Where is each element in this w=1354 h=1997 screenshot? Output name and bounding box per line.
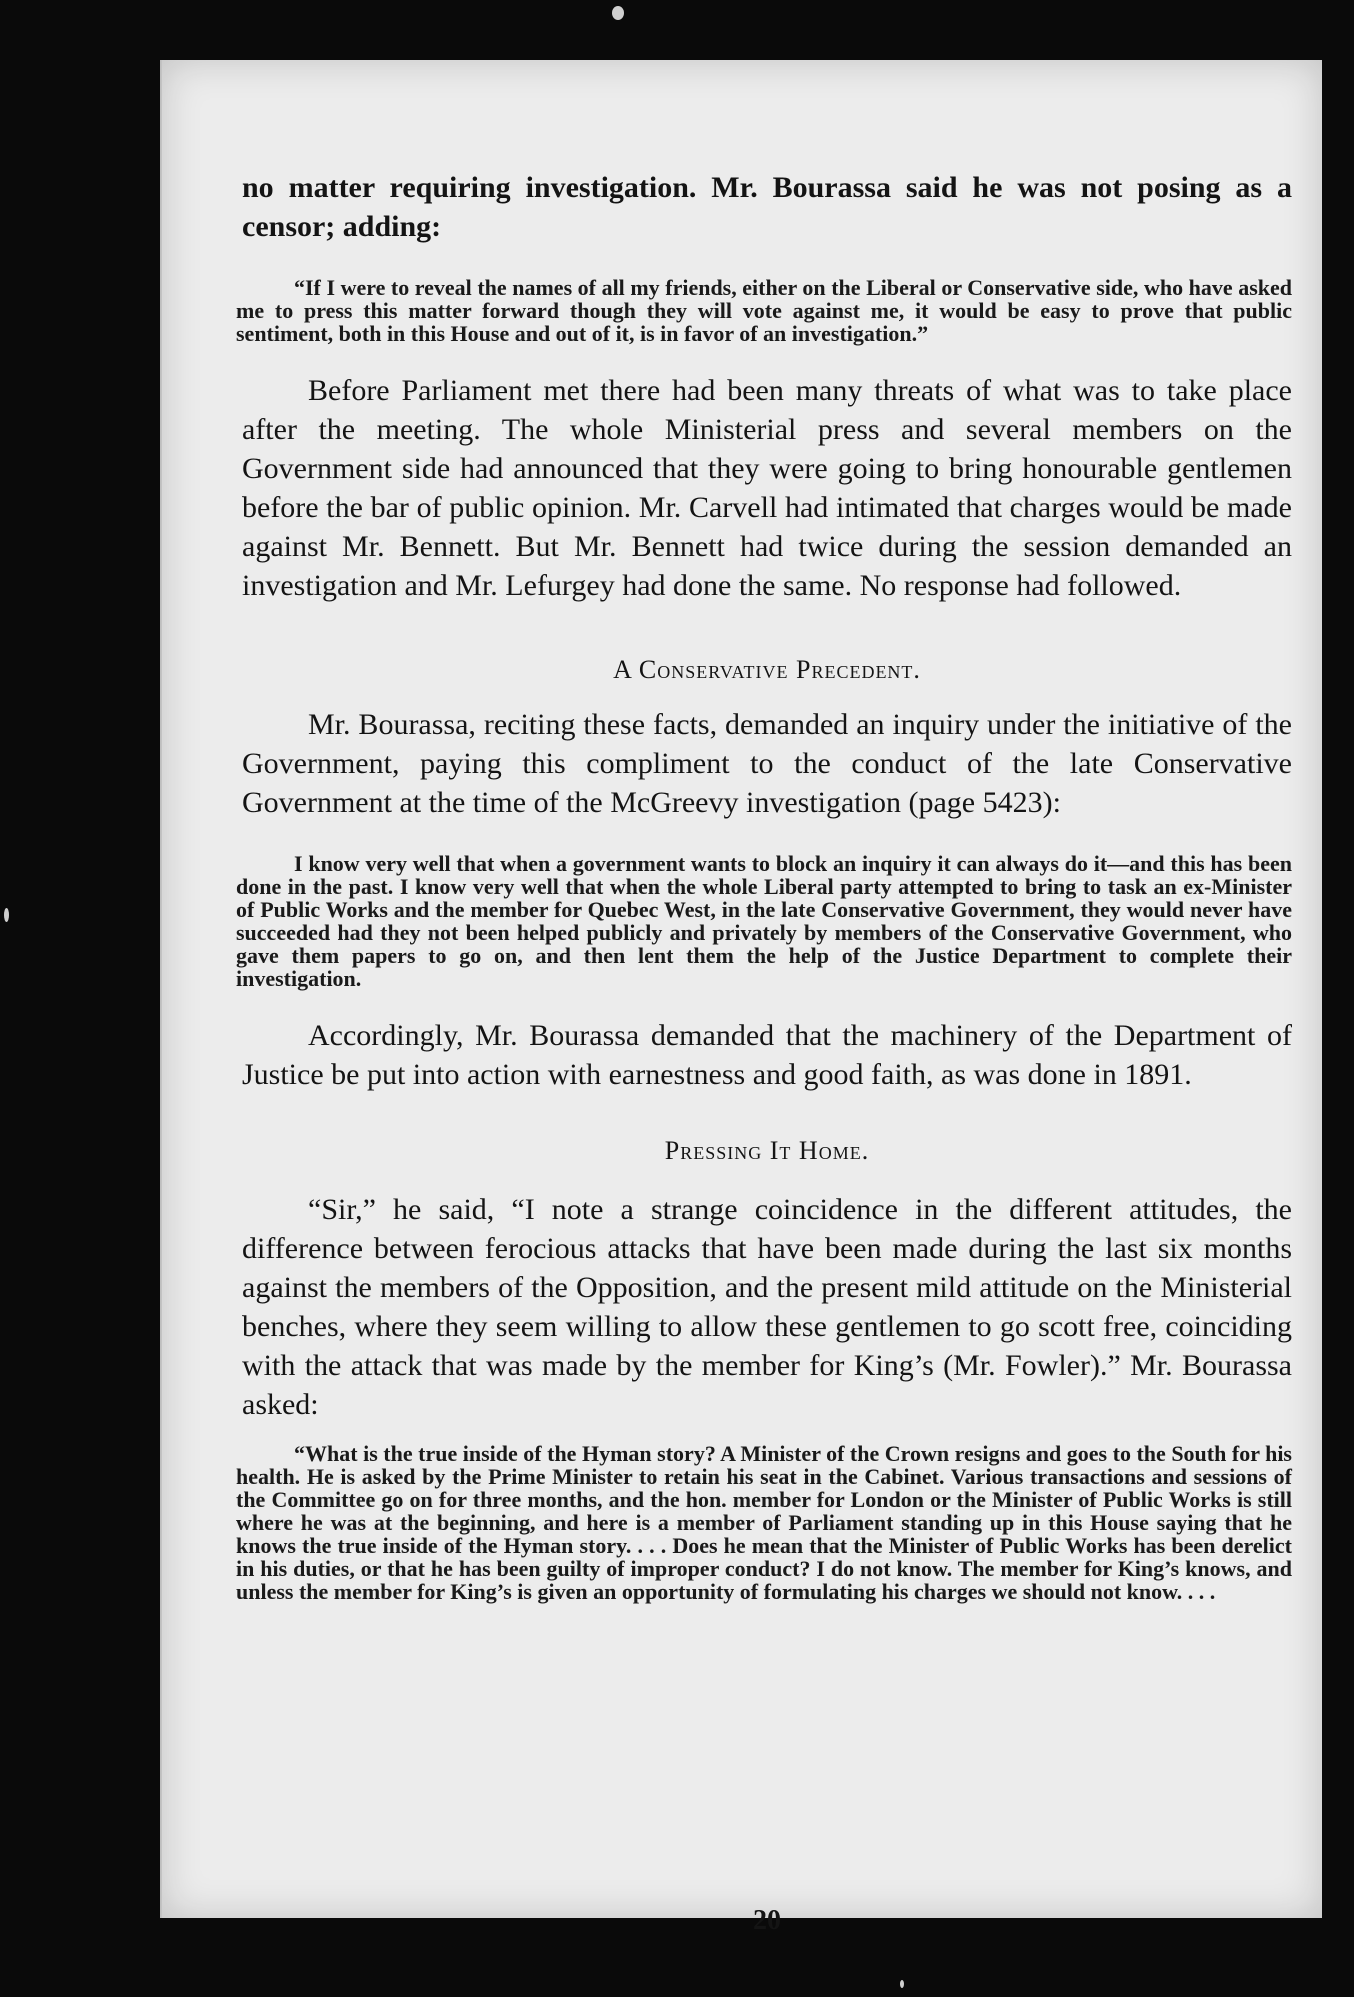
paragraph-department-justice: Accordingly, Mr. Bourassa demanded that the machinery of the Department of Justice be put into action with earnestness and good faith, as was done in 1891. [242, 1019, 1292, 1091]
scan-speck [612, 6, 624, 20]
document-page [162, 60, 1322, 1936]
heading-pressing-it-home: Pressing It Home. [664, 1136, 870, 1165]
quotation-hyman-story: “What is the true inside of the Hyman story? A Minister of the Crown resigns and goes to the South for his health. He is asked by the Prime Minister to retain his seat in the Cabinet. Various transactions and sessions of the Committee go on for three months, and the hon. member for London or the Minister of Public Works is still where he was at the beginning, and here is a member of Parliament standing up in this House saying that he knows the true inside of the Hyman story. . . . Does he mean that the Minister of Public Works has been derelict in his duties, or that he has been guilty of improper conduct? I do not know. The member for King’s knows, and unless the member for King’s is given an opportunity of formulating his charges we should not know. . . . [236, 1441, 1292, 1604]
scan-speck [900, 1980, 904, 1988]
quotation-block-inquiry: I know very well that when a government wants to block an inquiry it can always do it—and this has been done in the past. I know very well that when the whole Liberal party attempted to bring to task an ex-Minister of Public Works and the member for Quebec West, in the late Conservative Government, they would never have succeeded had they not been helped publicly and privately by members of the Conservative Government, who gave them papers to go on, and then lent them the help of the Justice Department to complete their investigation. [236, 851, 1292, 991]
page-content [236, 150, 1292, 1936]
heading-conservative-precedent: A Conservative Precedent. [613, 655, 921, 684]
page-number: 20 [753, 1905, 781, 1936]
quotation-friends: “If I were to reveal the names of all my friends, either on the Liberal or Conservative side, who have asked me to press this matter forward though they will vote against me, it would be easy to prove that public sentiment, both in this House and out of it, is in favor of an investigation.” [236, 275, 1292, 346]
paragraph-threats: Before Parliament met there had been many threats of what was to take place after the meeting. The whole Ministerial press and several members on the Government side had announced that they were going to bring honourable gentlemen before the bar of public opinion. Mr. Carvell had intimated that charges would be made against Mr. Bennett. But Mr. Bennett had twice during the session demanded an investigation and Mr. Lefurgey had done the same. No response had followed. [242, 374, 1292, 602]
paragraph-inquiry: Mr. Bourassa, reciting these facts, demanded an inquiry under the initiative of the Government, paying this compliment to the conduct of the late Conservative Government at the time of the McGreevy investigation (page 5423): [242, 708, 1292, 819]
opening-paragraph: no matter requiring investigation. Mr. Bourassa said he was not posing as a censor; adding: [242, 171, 1292, 243]
paragraph-coincidence: “Sir,” he said, “I note a strange coincidence in the different attitudes, the difference between ferocious attacks that have been made during the last six months against the members of the Opposition, and the present mild attitude on the Ministerial benches, where they seem willing to allow these gentlemen to go scott free, coinciding with the attack that was made by the member for King’s (Mr. Fowler).” Mr. Bourassa asked: [242, 1193, 1292, 1421]
scan-speck [4, 908, 9, 922]
